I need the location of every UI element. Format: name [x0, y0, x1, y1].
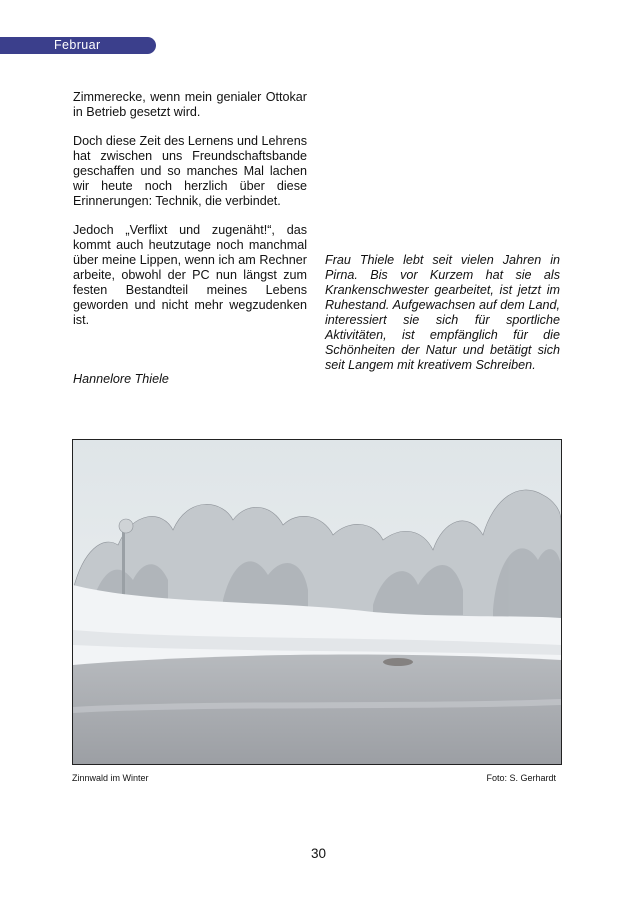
author-name: Hannelore Thiele — [73, 372, 169, 386]
winter-landscape-image — [73, 440, 561, 764]
photo-credit: Foto: S. Gerhardt — [486, 773, 556, 783]
month-label: Februar — [54, 38, 101, 52]
author-bio — [325, 253, 560, 387]
left-text-column — [73, 90, 307, 342]
winter-photo — [72, 439, 562, 765]
photo-caption: Zinnwald im Winter — [72, 773, 149, 783]
bio-paragraph: Frau Thiele lebt seit vielen Jahren in Pirna. Bis vor Kurzem hat sie als Krankenschwester gearbeitet, ist jetzt im Ruhestand. Aufgewachsen auf dem Land, interessiert sie sich für sportliche Aktivitäten, ist empfänglich für die Schönheiten der Natur und betätigt sich seit Langem mit kreativem Schreiben. — [325, 253, 560, 372]
month-header-tab — [0, 37, 156, 54]
paragraph: Doch diese Zeit des Lernens und Lehrens hat zwischen uns Freundschaftsbande geschaffen und so manches Mal lachen wir heute noch herzlich über diese Erinnerungen: Technik, die verbindet. — [73, 134, 307, 208]
paragraph: Zimmerecke, wenn mein genialer Ottokar in Betrieb gesetzt wird. — [73, 90, 307, 119]
page-number: 30 — [310, 846, 327, 861]
paragraph: Jedoch „Verflixt und zugenäht!“, das kommt auch heutzutage noch manchmal über meine Lippen, wenn ich am Rechner arbeite, obwohl der PC nun längst zum festen Bestandteil meines Lebens geworden und nicht mehr wegzudenken ist. — [73, 223, 307, 327]
